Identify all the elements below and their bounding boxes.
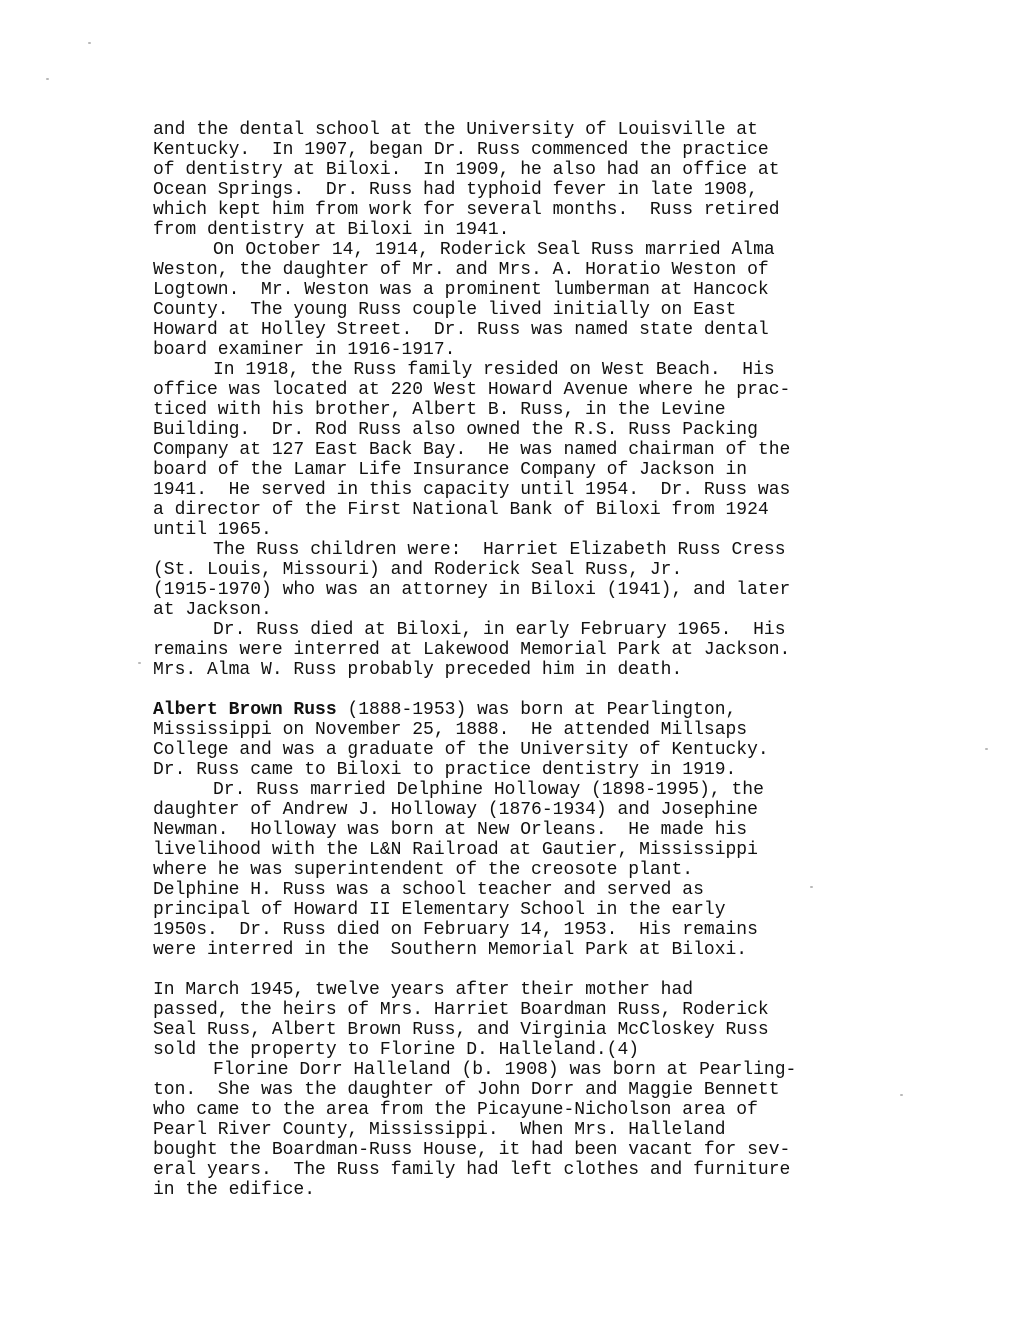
text-line: daughter of Andrew J. Holloway (1876-1934) and Josephine bbox=[153, 800, 758, 820]
text-line: Delphine H. Russ was a school teacher and served as bbox=[153, 880, 704, 900]
text-line: Ocean Springs. Dr. Russ had typhoid fever in late 1908, bbox=[153, 180, 758, 200]
text-line: County. The young Russ couple lived initially on East bbox=[153, 300, 737, 320]
text-line: Mrs. Alma W. Russ probably preceded him in death. bbox=[153, 660, 683, 680]
text-line: The Russ children were: Harriet Elizabeth Russ Cress bbox=[213, 540, 786, 560]
text-line: and the dental school at the University of Louisville at bbox=[153, 120, 758, 140]
text-line: (St. Louis, Missouri) and Roderick Seal Russ, Jr. bbox=[153, 560, 683, 580]
text-line: Howard at Holley Street. Dr. Russ was named state dental bbox=[153, 320, 769, 340]
text-line: principal of Howard II Elementary School in the early bbox=[153, 900, 726, 920]
text-line: until 1965. bbox=[153, 520, 272, 540]
text-line: Kentucky. In 1907, began Dr. Russ commenced the practice bbox=[153, 140, 769, 160]
text-line: 1941. He served in this capacity until 1954. Dr. Russ was bbox=[153, 480, 791, 500]
line-text: (1888-1953) was born at Pearlington, bbox=[336, 700, 737, 720]
text-line: Mississippi on November 25, 1888. He attended Millsaps bbox=[153, 720, 748, 740]
text-line: a director of the First National Bank of Biloxi from 1924 bbox=[153, 500, 769, 520]
text-line: Weston, the daughter of Mr. and Mrs. A. Horatio Weston of bbox=[153, 260, 769, 280]
text-line: College and was a graduate of the University of Kentucky. bbox=[153, 740, 769, 760]
text-line: Pearl River County, Mississippi. When Mrs. Halleland bbox=[153, 1120, 726, 1140]
text-line: Logtown. Mr. Weston was a prominent lumberman at Hancock bbox=[153, 280, 769, 300]
scan-speck bbox=[985, 748, 988, 750]
text-line: bought the Boardman-Russ House, it had been vacant for sev- bbox=[153, 1140, 791, 1160]
scan-speck bbox=[138, 662, 141, 664]
text-line: Dr. Russ died at Biloxi, in early February 1965. His bbox=[213, 620, 786, 640]
text-line: who came to the area from the Picayune-Nicholson area of bbox=[153, 1100, 758, 1120]
text-line: at Jackson. bbox=[153, 600, 272, 620]
paragraph-gap bbox=[153, 960, 865, 980]
text-line: Dr. Russ married Delphine Holloway (1898-1995), the bbox=[213, 780, 764, 800]
text-line: board of the Lamar Life Insurance Company of Jackson in bbox=[153, 460, 748, 480]
text-line: were interred in the Southern Memorial Park at Biloxi. bbox=[153, 940, 748, 960]
text-line: eral years. The Russ family had left clothes and furniture bbox=[153, 1160, 791, 1180]
paragraph-gap bbox=[153, 680, 865, 700]
text-line: In 1918, the Russ family resided on West Beach. His bbox=[213, 360, 775, 380]
text-line: which kept him from work for several months. Russ retired bbox=[153, 200, 780, 220]
scan-speck bbox=[900, 1094, 903, 1096]
text-line: from dentistry at Biloxi in 1941. bbox=[153, 220, 510, 240]
text-line: office was located at 220 West Howard Avenue where he prac- bbox=[153, 380, 791, 400]
scan-speck bbox=[810, 886, 813, 888]
text-line: passed, the heirs of Mrs. Harriet Boardman Russ, Roderick bbox=[153, 1000, 769, 1020]
document-body bbox=[153, 120, 865, 1200]
text-line: Dr. Russ came to Biloxi to practice dentistry in 1919. bbox=[153, 760, 737, 780]
text-line: in the edifice. bbox=[153, 1180, 316, 1200]
text-line: (1915-1970) who was an attorney in Biloxi (1941), and later bbox=[153, 580, 791, 600]
text-line: Florine Dorr Halleland (b. 1908) was born at Pearling- bbox=[213, 1060, 797, 1080]
text-line: Company at 127 East Back Bay. He was named chairman of the bbox=[153, 440, 791, 460]
text-line: ticed with his brother, Albert B. Russ, in the Levine bbox=[153, 400, 726, 420]
scan-speck bbox=[46, 78, 49, 80]
text-line: of dentistry at Biloxi. In 1909, he also had an office at bbox=[153, 160, 780, 180]
scan-speck bbox=[88, 42, 91, 44]
text-line: where he was superintendent of the creosote plant. bbox=[153, 860, 694, 880]
text-line: remains were interred at Lakewood Memorial Park at Jackson. bbox=[153, 640, 791, 660]
text-line: board examiner in 1916-1917. bbox=[153, 340, 456, 360]
text-line: Building. Dr. Rod Russ also owned the R.S. Russ Packing bbox=[153, 420, 758, 440]
text-line: Seal Russ, Albert Brown Russ, and Virginia McCloskey Russ bbox=[153, 1020, 769, 1040]
text-line: livelihood with the L&N Railroad at Gautier, Mississippi bbox=[153, 840, 758, 860]
text-line: 1950s. Dr. Russ died on February 14, 1953. His remains bbox=[153, 920, 758, 940]
bold-name-lead: Albert Brown Russ bbox=[153, 700, 337, 720]
text-line: ton. She was the daughter of John Dorr and Maggie Bennett bbox=[153, 1080, 780, 1100]
text-line: On October 14, 1914, Roderick Seal Russ married Alma bbox=[213, 240, 775, 260]
text-line bbox=[153, 700, 865, 720]
text-line: In March 1945, twelve years after their mother had bbox=[153, 980, 694, 1000]
text-line: Newman. Holloway was born at New Orleans. He made his bbox=[153, 820, 748, 840]
text-line: sold the property to Florine D. Halleland.(4) bbox=[153, 1040, 640, 1060]
